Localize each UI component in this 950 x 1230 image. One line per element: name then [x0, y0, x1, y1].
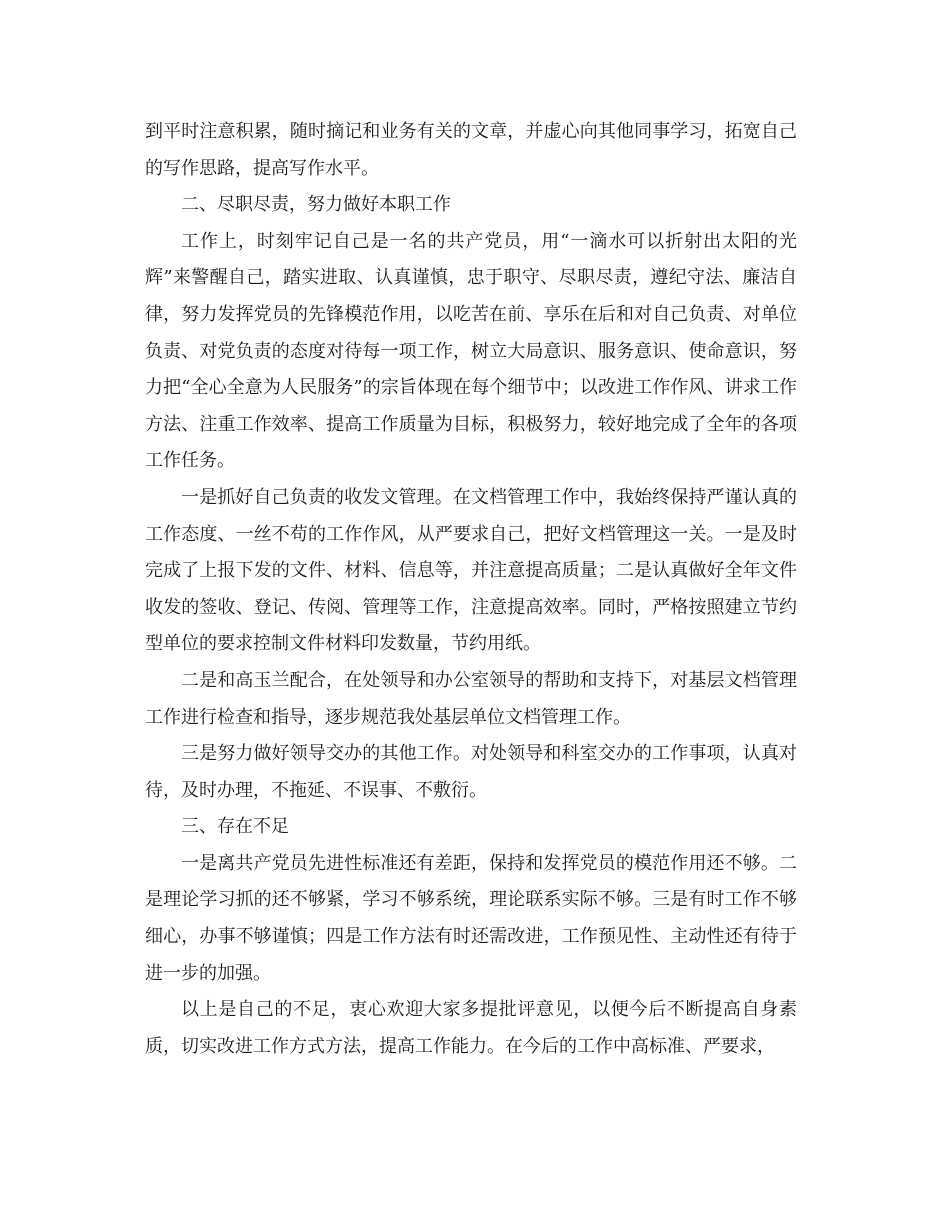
section-heading-duties: 二、尽职尽责，努力做好本职工作	[181, 194, 451, 216]
paragraph-document-management: 一是抓好自己负责的收发文管理。在文档管理工作中，我始终保持严谨认真的工作态度、一丝不苟的工作作风，从严要求自己，把好文档管理这一关。一是及时完成了上报下发的文件、材料、信息等，并注意提高质量；二是认真做好全年文件收发的签收、登记、传阅、管理等工作，注意提高效率。同时，严格按照建立节约型单位的要求控制文件材料印发数量，节约用纸。	[145, 486, 797, 655]
paragraph-continued: 到平时注意积累，随时摘记和业务有关的文章，并虚心向其他同事学习，拓宽自己的写作思路，提高写作水平。	[145, 121, 797, 179]
paragraph-closing: 以上是自己的不足，衷心欢迎大家多提批评意见，以便今后不断提高自身素质，切实改进工作方式方法，提高工作能力。在今后的工作中高标准、严要求，	[145, 999, 797, 1057]
paragraph-grassroots-guidance: 二是和高玉兰配合，在处领导和办公室领导的帮助和支持下，对基层文档管理工作进行检查和指导，逐步规范我处基层单位文档管理工作。	[145, 669, 797, 728]
document-body	[145, 114, 797, 1065]
paragraph-shortcomings-list: 一是离共产党员先进性标准还有差距，保持和发挥党员的模范作用还不够。二是理论学习抓的还不够紧，学习不够系统，理论联系实际不够。三是有时工作不够细心，办事不够谨慎；四是工作方法有时还需改进，工作预见性、主动性还有待于进一步的加强。	[145, 852, 797, 984]
section-heading-shortcomings: 三、存在不足	[181, 816, 289, 838]
paragraph-work-attitude: 工作上，时刻牢记自己是一名的共产党员，用“一滴水可以折射出太阳的光辉”来警醒自己，踏实进取、认真谨慎，忠于职守、尽职尽责，遵纪守法、廉洁自律，努力发挥党员的先锋模范作用，以吃苦在前、享乐在后和对自己负责、对单位负责、对党负责的态度对待每一项工作，树立大局意识、服务意识、使命意识，努力把“全心全意为人民服务”的宗旨体现在每个细节中；以改进工作作风、讲求工作方法、注重工作效率、提高工作质量为目标，积极努力，较好地完成了全年的各项工作任务。	[145, 230, 797, 472]
paragraph-other-tasks: 三是努力做好领导交办的其他工作。对处领导和科室交办的工作事项，认真对待，及时办理，不拖延、不误事、不敷衍。	[145, 743, 797, 801]
